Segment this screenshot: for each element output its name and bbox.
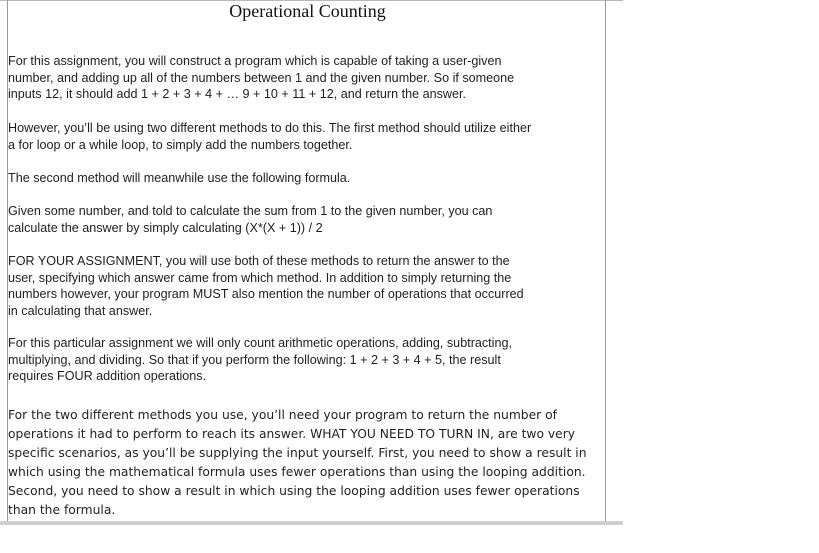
paragraph-turn-in[interactable] — [8, 406, 587, 520]
paragraph-line: user, specifying which answer came from which method. In addition to simply returning the — [8, 270, 512, 285]
paragraph-line: than the formula. — [8, 503, 116, 517]
paragraph-line: specific scenarios, as you’ll be supplying the input yourself. First, you need to show a result in — [8, 446, 587, 460]
paragraph-line: requires FOUR addition operations. — [8, 369, 207, 383]
paragraph-methods[interactable] — [8, 120, 531, 153]
paragraph-assignment[interactable] — [8, 253, 524, 319]
paragraph-intro[interactable] — [8, 53, 514, 103]
paragraph-line: The second method will meanwhile use the following formula. — [8, 171, 351, 185]
paragraph-line: Second, you need to show a result in which using the looping addition uses fewer operations — [8, 484, 580, 498]
paragraph-line: in calculating that answer. — [8, 303, 153, 318]
document-title[interactable]: Operational Counting — [229, 1, 386, 21]
paragraph-line: multiplying, and dividing. So that if you perform the following: 1 + 2 + 3 + 4 + 5, the result — [8, 352, 501, 367]
paragraph-line: numbers however, your program MUST also mention the number of operations that occurred — [8, 287, 524, 301]
paragraph-line: which using the mathematical formula uses fewer operations than using the looping addition. — [8, 465, 586, 479]
paragraph-line: Given some number, and told to calculate the sum from 1 to the given number, you can — [8, 204, 493, 218]
paragraph-line: For the two different methods you use, you’ll need your program to return the number of — [8, 408, 557, 422]
paragraph-line: calculate the answer by simply calculating (X*(X + 1)) / 2 — [8, 220, 323, 235]
paragraph-counting-rules[interactable] — [8, 335, 512, 385]
paragraph-line: However, you’ll be using two different methods to do this. The first method should utilize either — [8, 121, 532, 135]
paragraph-line: inputs 12, it should add 1 + 2 + 3 + 4 + … 9 + 10 + 11 + 12, and return the answer. — [8, 87, 467, 101]
paragraph-line: operations it had to perform to reach its answer. WHAT YOU NEED TO TURN IN, are two very — [8, 427, 576, 441]
paragraph-line: For this assignment, you will construct a program which is capable of taking a user-given — [8, 54, 502, 68]
paragraph-line: FOR YOUR ASSIGNMENT, you will use both of these methods to return the answer to the — [8, 254, 510, 268]
page-right-edge — [605, 0, 606, 521]
paragraph-line: For this particular assignment we will only count arithmetic operations, adding, subtracting, — [8, 336, 512, 350]
paragraph-second-method[interactable] — [8, 170, 350, 187]
page-bottom-edge — [0, 521, 623, 525]
paragraph-line: a for loop or a while loop, to simply add the numbers together. — [8, 137, 353, 152]
paragraph-formula[interactable] — [8, 203, 492, 236]
paragraph-line: number, and adding up all of the numbers between 1 and the given number. So if someone — [8, 70, 515, 85]
